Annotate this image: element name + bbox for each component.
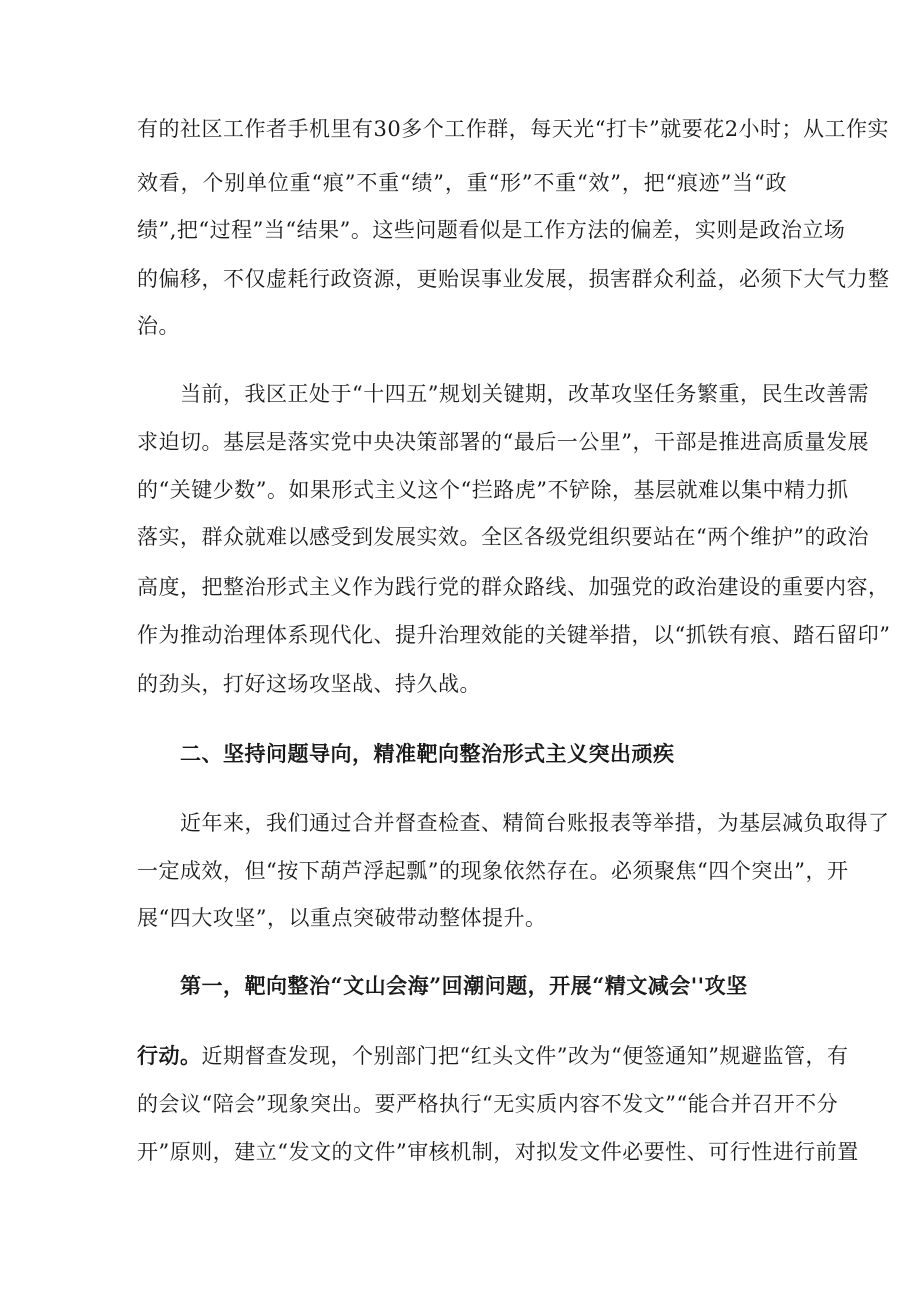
section-heading-2: 二、坚持问题导向，精准靶向整治形式主义突出顽疾 — [180, 741, 675, 766]
paragraph-2-line-6: 作为推动治理体系现代化、提升治理效能的关键举措，以“抓铁有痕、踏石留印” — [137, 623, 891, 647]
paragraph-1-line-2: 效看，个别单位重“痕”不重“绩”，重“形”不重“效”，把“痕迹”当“政 — [137, 171, 787, 195]
paragraph-1-line-5: 治。 — [137, 314, 180, 338]
subheading-1: 第一，靶向整治“文山会海”回潮问题，开展“精文减会''攻坚 — [180, 973, 748, 998]
paragraph-1-line-1: 有的社区工作者手机里有30多个工作群，每天光“打卡”就要花2小时；从工作实 — [137, 117, 890, 141]
paragraph-4-lead: 行动。 — [137, 1043, 202, 1068]
paragraph-2-line-5: 高度，把整治形式主义作为践行党的群众路线、加强党的政治建设的重要内容， — [137, 575, 890, 599]
paragraph-4-line-1-text: 近期督查发现，个别部门把“红头文件”改为“便签通知”规避监管，有 — [201, 1044, 849, 1068]
paragraph-4-line-2: 的会议“陪会”现象突出。要严格执行“无实质内容不发文”“能合并召开不分 — [137, 1092, 839, 1116]
paragraph-2-line-4: 落实，群众就难以感受到发展实效。全区各级党组织要站在“两个维护”的政治 — [137, 525, 869, 549]
paragraph-3-line-3: 展“四大攻坚”，以重点突破带动整体提升。 — [137, 906, 547, 930]
paragraph-3-line-2: 一定成效，但“按下葫芦浮起瓢”的现象依然存在。必须聚焦“四个突出”，开 — [137, 859, 849, 883]
paragraph-2-line-7: 的劲头，打好这场攻坚战、持久战。 — [137, 672, 481, 696]
paragraph-4-line-3: 开”原则，建立“发文的文件”审核机制，对拟发文件必要性、可行性进行前置 — [137, 1140, 859, 1164]
paragraph-2-line-2: 求迫切。基层是落实党中央决策部署的“最后一公里”，干部是推进高质量发展 — [137, 430, 869, 454]
paragraph-2-line-1: 当前，我区正处于“十四五”规划关键期，改革攻坚任务繁重，民生改善需 — [180, 382, 869, 406]
paragraph-3-line-1: 近年来，我们通过合并督查检查、精简台账报表等举措，为基层减负取得了 — [180, 811, 890, 835]
paragraph-2-line-3: 的“关键少数”。如果形式主义这个“拦路虎”不铲除，基层就难以集中精力抓 — [137, 478, 849, 502]
paragraph-4-line-1 — [137, 1043, 849, 1069]
paragraph-1-line-3: 绩”,把“过程”当“结果”。这些问题看似是工作方法的偏差，实则是政治立场 — [137, 218, 846, 242]
paragraph-1-line-4: 的偏移，不仅虚耗行政资源，更贻误事业发展，损害群众利益，必须下大气力整 — [137, 267, 890, 291]
